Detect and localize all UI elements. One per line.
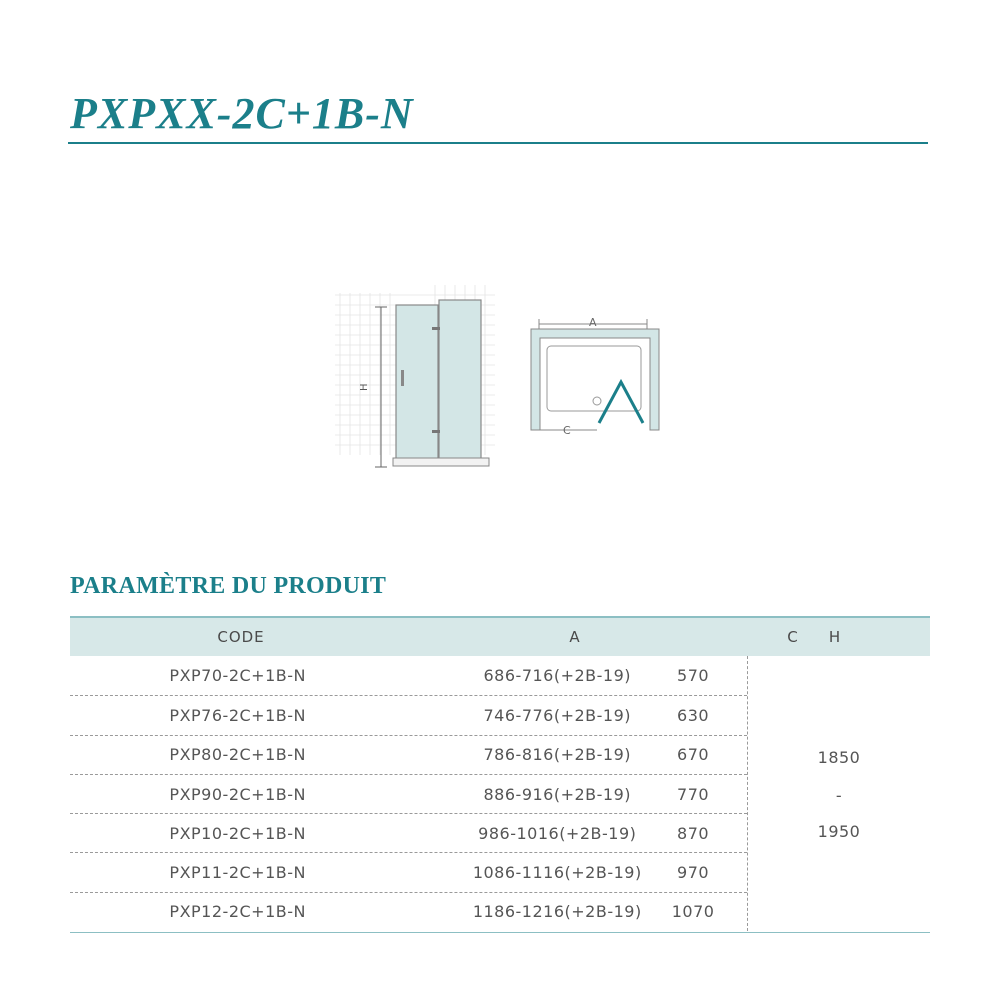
- cell-code: PXP80-2C+1B-N: [169, 745, 306, 765]
- cell-code: PXP12-2C+1B-N: [169, 902, 306, 922]
- tray-outline: [547, 346, 641, 411]
- table-row: [70, 813, 747, 852]
- hinge-top: [432, 327, 440, 330]
- cell-c: 570: [677, 666, 710, 686]
- height-separator: -: [835, 786, 843, 805]
- front-view-diagram: [335, 285, 495, 480]
- cell-a: 686-716(+2B-19): [483, 666, 632, 686]
- table-body: [70, 656, 930, 931]
- header-a: A: [569, 628, 581, 646]
- cell-c: 630: [677, 705, 710, 725]
- cell-a: 786-816(+2B-19): [483, 745, 632, 765]
- table-row: [70, 656, 747, 695]
- cell-c: 870: [677, 823, 710, 843]
- cell-a: 1186-1216(+2B-19): [472, 902, 642, 922]
- table-row: [70, 695, 747, 734]
- table-row: [70, 852, 747, 891]
- cell-c: 670: [677, 745, 710, 765]
- section-title: PARAMÈTRE DU PRODUIT: [70, 573, 387, 599]
- shower-tray: [393, 458, 489, 466]
- width-a-label: A: [589, 316, 597, 329]
- cell-c: 970: [677, 863, 710, 883]
- glass-panel-right: [439, 300, 481, 460]
- header-h: H: [828, 628, 842, 646]
- door-handle: [401, 370, 404, 386]
- cell-code: PXP11-2C+1B-N: [169, 863, 306, 883]
- header-code: CODE: [217, 628, 265, 646]
- table-row: [70, 735, 747, 774]
- cell-c: 770: [677, 784, 710, 804]
- plan-view-diagram: [525, 312, 665, 442]
- product-title: PXPXX-2C+1B-N: [70, 89, 414, 138]
- parameters-table: [70, 616, 930, 931]
- title-underline: [68, 142, 928, 144]
- table-row: [70, 774, 747, 813]
- height-max: 1950: [817, 822, 861, 841]
- cell-a: 886-916(+2B-19): [483, 784, 632, 804]
- cell-a: 746-776(+2B-19): [483, 705, 632, 725]
- cell-code: PXP90-2C+1B-N: [169, 784, 306, 804]
- height-label: H: [359, 383, 370, 391]
- cell-a: 1086-1116(+2B-19): [472, 863, 642, 883]
- height-min: 1850: [817, 748, 861, 767]
- width-c-label: C: [563, 424, 571, 437]
- table-bottom-rule: [70, 932, 930, 933]
- cell-code: PXP76-2C+1B-N: [169, 705, 306, 725]
- height-range-cell: [747, 656, 930, 931]
- header-c: C: [787, 628, 799, 646]
- cell-code: PXP10-2C+1B-N: [169, 823, 306, 843]
- cell-code: PXP70-2C+1B-N: [169, 666, 306, 686]
- hinge-bottom: [432, 430, 440, 433]
- cell-a: 986-1016(+2B-19): [478, 823, 637, 843]
- table-row: [70, 892, 747, 931]
- table-header: [70, 616, 930, 656]
- cell-c: 1070: [671, 902, 715, 922]
